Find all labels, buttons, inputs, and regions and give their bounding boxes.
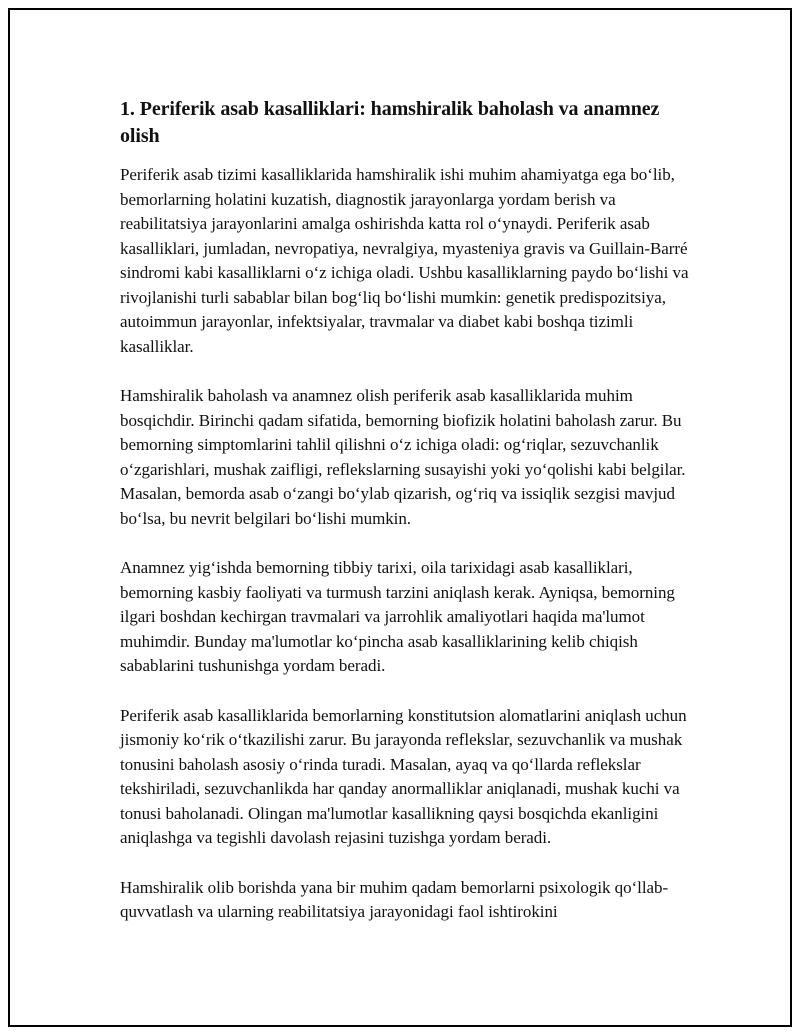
document-body — [120, 96, 695, 950]
paragraph-1: Periferik asab tizimi kasalliklarida hamshiralik ishi muhim ahamiyatga ega bo‘lib, bemorlarning holatini kuzatish, diagnostik jarayonlarga yordam berish va reabilitatsiya jarayonlarini amalga oshirishda katta rol o‘ynaydi. Periferik asab kasalliklari, jumladan, nevropatiya, nevralgiya, myasteniya gravis va Guillain-Barré sindromi kabi kasalliklarni o‘z ichiga oladi. Ushbu kasalliklarning paydo bo‘lishi va rivojlanishi turli sabablar bilan bog‘liq bo‘lishi mumkin: genetik predispozitsiya, autoimmun jarayonlar, infektsiyalar, travmalar va diabet kabi boshqa tizimli kasalliklar. — [120, 165, 689, 356]
paragraph-3: Anamnez yig‘ishda bemorning tibbiy tarixi, oila tarixidagi asab kasalliklari, bemorning kasbiy faoliyati va turmush tarzini aniqlash kerak. Ayniqsa, bemorning ilgari boshdan kechirgan travmalari va jarrohlik amaliyotlari haqida ma'lumot muhimdir. Bunday ma'lumotlar ko‘pincha asab kasalliklarining kelib chiqish sabablarini tushunishga yordam beradi. — [120, 558, 675, 675]
section-heading: 1. Periferik asab kasalliklari: hamshiralik baholash va anamnez olish — [120, 98, 660, 147]
paragraph-5: Hamshiralik olib borishda yana bir muhim qadam bemorlarni psixologik qo‘llab-quvvatlash va ularning reabilitatsiya jarayonidagi faol ishtirokini — [120, 877, 669, 921]
paragraph-4: Periferik asab kasalliklarida bemorlarning konstitutsion alomatlarini aniqlash uchun jismoniy ko‘rik o‘tkazilishi zarur. Bu jarayonda reflekslar, sezuvchanlik va mushak tonusini baholash asosiy o‘rinda turadi. Masalan, ayaq va qo‘llarda reflekslar tekshiriladi, sezuvchanlikda har qanday anormalliklar aniqlanadi, mushak kuchi va tonusi baholanadi. Olingan ma'lumotlar kasallikning qaysi bosqichda ekanligini aniqlashga va tegishli davolash rejasini tuzishga yordam beradi. — [120, 705, 687, 847]
page-frame — [8, 8, 792, 1027]
paragraph-2: Hamshiralik baholash va anamnez olish periferik asab kasalliklarida muhim bosqichdir. Birinchi qadam sifatida, bemorning biofizik holatini baholash zarur. Bu bemorning simptomlarini tahlil qilishni o‘z ichiga oladi: og‘riqlar, sezuvchanlik o‘zgarishlari, mushak zaifligi, reflekslarning susayishi yoki yo‘qolishi kabi belgilar. Masalan, bemorda asab o‘zangi bo‘ylab qizarish, og‘riq va issiqlik sezgisi mavjud bo‘lsa, bu nevrit belgilari bo‘lishi mumkin. — [120, 386, 686, 528]
